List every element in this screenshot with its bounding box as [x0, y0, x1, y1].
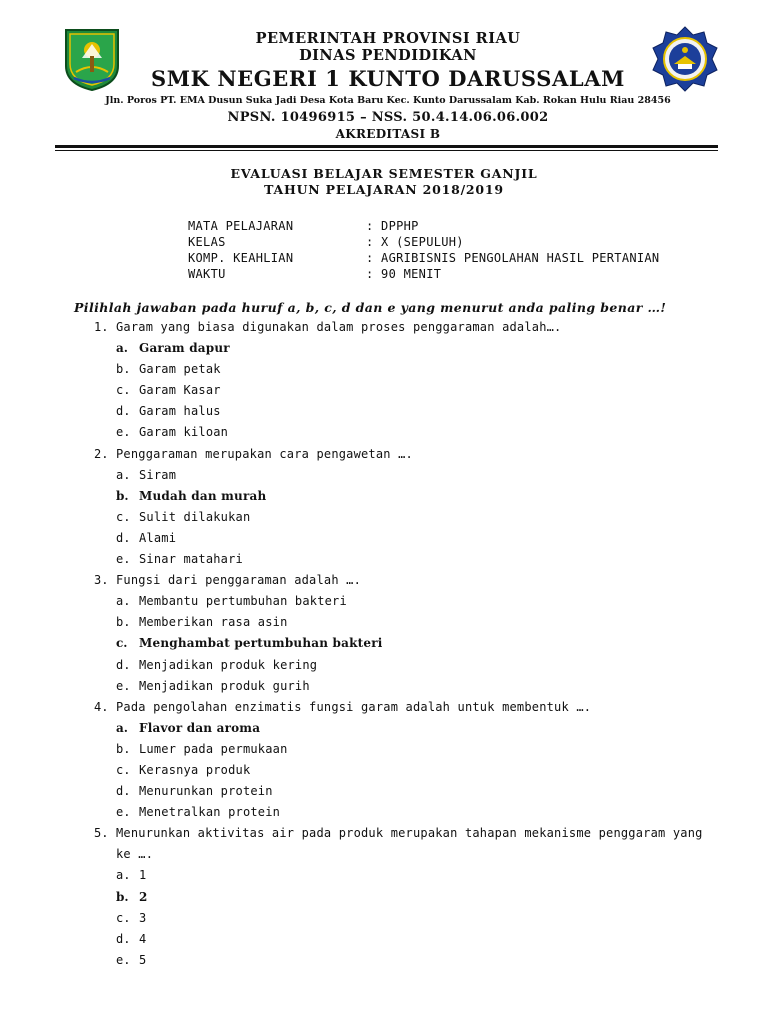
option-text: Menetralkan protein	[139, 805, 281, 820]
option-text: Sulit dilakukan	[139, 509, 251, 524]
answer-option	[94, 507, 724, 528]
info-row-competency	[188, 250, 728, 266]
answer-option	[94, 401, 724, 422]
question-text: Garam yang biasa digunakan dalam proses penggaraman adalah….	[116, 320, 562, 334]
option-letter: c.	[116, 910, 131, 925]
option-letter: b.	[116, 741, 131, 756]
answer-option	[94, 739, 724, 760]
exam-info	[188, 218, 728, 282]
letterhead-text	[58, 26, 718, 141]
option-text: Garam kiloan	[139, 425, 229, 440]
answer-option	[94, 591, 724, 612]
school-emblem-icon	[652, 26, 718, 92]
option-text: Garam halus	[139, 404, 221, 419]
info-value: : AGRIBISNIS PENGOLAHAN HASIL PERTANIAN	[366, 251, 660, 265]
school-npsn: NPSN. 10496915 – NSS. 50.4.14.06.06.002	[227, 110, 549, 125]
option-letter: e.	[116, 425, 131, 440]
exam-title-line1: EVALUASI BELAJAR SEMESTER GANJIL	[230, 166, 538, 181]
school-name: SMK NEGERI 1 KUNTO DARUSSALAM	[150, 66, 625, 91]
school-address: Jln. Poros PT. EMA Dusun Suka Jadi Desa Kota Baru Kec. Kunto Darussalam Kab. Rokan Hulu Riau 28456	[105, 95, 671, 106]
option-text: Mudah dan murah	[139, 488, 267, 503]
option-text: 1	[139, 868, 147, 883]
question-item	[94, 697, 724, 824]
option-letter: a.	[116, 467, 131, 482]
answer-option	[94, 802, 724, 823]
answer-option-correct	[94, 338, 724, 359]
question-item	[94, 823, 724, 971]
question-stem	[94, 697, 724, 718]
answer-option	[94, 929, 724, 950]
option-text: 4	[139, 931, 147, 946]
info-key: KOMP. KEAHLIAN	[188, 251, 294, 265]
answer-option	[94, 612, 724, 633]
option-letter: c.	[116, 636, 128, 651]
question-stem	[94, 823, 724, 865]
option-text: Membantu pertumbuhan bakteri	[139, 594, 347, 609]
question-list	[94, 317, 724, 971]
question-number: 5.	[94, 826, 109, 841]
option-text: Garam dapur	[139, 341, 230, 356]
info-key: KELAS	[188, 235, 226, 249]
option-text: Menurunkan protein	[139, 784, 273, 799]
info-row-class	[188, 234, 728, 250]
option-letter: c.	[116, 509, 131, 524]
answer-option-correct	[94, 887, 724, 908]
answer-option	[94, 528, 724, 549]
info-key: WAKTU	[188, 267, 226, 281]
question-stem	[94, 444, 724, 465]
question-text: Penggaraman merupakan cara pengawetan ….	[116, 446, 413, 461]
answer-option	[94, 950, 724, 971]
letterhead-divider-thin	[55, 150, 718, 151]
question-text: Fungsi dari penggaraman adalah ….	[116, 573, 362, 588]
option-letter: a.	[116, 594, 131, 609]
answer-option-correct	[94, 486, 724, 507]
option-letter: d.	[116, 530, 131, 545]
info-value: : 90 MENIT	[366, 267, 442, 281]
option-text: Alami	[139, 530, 177, 545]
option-text: Kerasnya produk	[139, 762, 251, 777]
answer-option	[94, 760, 724, 781]
option-letter: a.	[116, 341, 128, 356]
question-stem	[94, 317, 724, 338]
info-row-subject	[188, 218, 728, 234]
option-text: Lumer pada permukaan	[139, 741, 288, 756]
answer-option	[94, 865, 724, 886]
info-row-time	[188, 266, 728, 282]
question-stem	[94, 570, 724, 591]
option-letter: b.	[116, 889, 129, 904]
question-item	[94, 317, 724, 444]
answer-option	[94, 380, 724, 401]
option-letter: e.	[116, 952, 131, 967]
option-letter: d.	[116, 784, 131, 799]
answer-option	[94, 655, 724, 676]
info-key: MATA PELAJARAN	[188, 219, 294, 233]
option-letter: e.	[116, 678, 131, 693]
info-value: : X (SEPULUH)	[366, 235, 464, 249]
question-item	[94, 444, 724, 571]
question-number: 4.	[94, 699, 109, 714]
question-number: 3.	[94, 573, 109, 588]
option-letter: a.	[116, 868, 131, 883]
option-text: Memberikan rasa asin	[139, 615, 288, 630]
option-text: Menghambat pertumbuhan bakteri	[139, 636, 383, 651]
question-number: 2.	[94, 446, 109, 461]
option-text: Garam petak	[139, 362, 221, 377]
question-text: Pada pengolahan enzimatis fungsi garam adalah untuk membentuk ….	[116, 699, 592, 714]
option-letter: c.	[116, 762, 131, 777]
option-letter: e.	[116, 552, 131, 567]
answer-option	[94, 781, 724, 802]
option-letter: b.	[116, 488, 129, 503]
option-text: Flavor dan aroma	[139, 720, 261, 735]
question-number: 1.	[94, 320, 109, 334]
answer-option-correct	[94, 633, 724, 654]
accreditation: AKREDITASI B	[335, 127, 441, 141]
answer-option	[94, 422, 724, 443]
letterhead	[58, 26, 718, 144]
option-letter: b.	[116, 362, 131, 377]
answer-option	[94, 676, 724, 697]
instructions: Pilihlah jawaban pada huruf a, b, c, d dan e yang menurut anda paling benar …!	[74, 300, 667, 315]
government-name: PEMERINTAH PROVINSI RIAU	[255, 30, 521, 47]
department-name: DINAS PENDIDIKAN	[299, 47, 477, 64]
exam-title	[0, 166, 768, 198]
option-text: Menjadikan produk gurih	[139, 678, 310, 693]
question-text: Menurunkan aktivitas air pada produk merupakan tahapan mekanisme penggaram yang ke ….	[116, 826, 703, 862]
letterhead-divider-thick	[55, 145, 718, 148]
option-text: Sinar matahari	[139, 552, 243, 567]
option-text: Menjadikan produk kering	[139, 657, 318, 672]
option-letter: c.	[116, 383, 131, 398]
option-text: 5	[139, 952, 147, 967]
option-text: Siram	[139, 467, 177, 482]
answer-option	[94, 908, 724, 929]
answer-option	[94, 465, 724, 486]
answer-option-correct	[94, 718, 724, 739]
option-text: Garam Kasar	[139, 383, 221, 398]
option-letter: d.	[116, 657, 131, 672]
question-item	[94, 570, 724, 697]
exam-title-line2: TAHUN PELAJARAN 2018/2019	[264, 182, 504, 197]
option-letter: d.	[116, 931, 131, 946]
option-letter: e.	[116, 805, 131, 820]
option-letter: a.	[116, 720, 128, 735]
info-value: : DPPHP	[366, 219, 419, 233]
answer-option	[94, 359, 724, 380]
option-text: 2	[139, 889, 148, 904]
answer-option	[94, 549, 724, 570]
option-letter: b.	[116, 615, 131, 630]
option-text: 3	[139, 910, 147, 925]
option-letter: d.	[116, 404, 131, 419]
